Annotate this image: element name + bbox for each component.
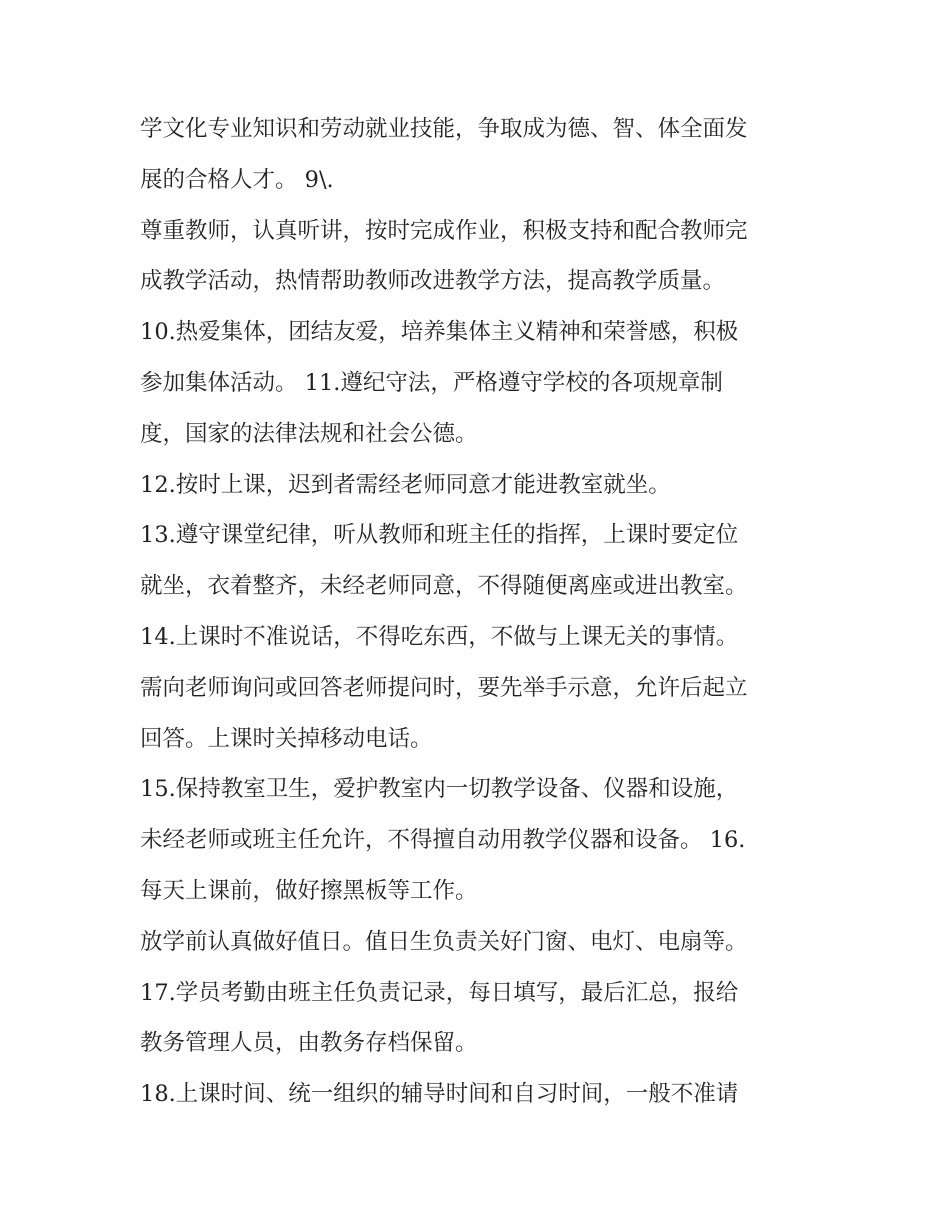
text-line: 尊重教师，认真听讲，按时完成作业，积极支持和配合教师完 [140, 217, 748, 244]
text-line: 需向老师询问或回答老师提问时，要先举手示意，允许后起立 [140, 674, 748, 701]
text-line: 18.上课时间、统一组织的辅导时间和自习时间，一般不准请 [140, 1081, 739, 1108]
text-line: 回答。上课时关掉移动电话。 [140, 725, 433, 752]
body-text [140, 104, 840, 1120]
text-line: 参加集体活动。 11.遵纪守法，严格遵守学校的各项规章制 [140, 369, 723, 396]
text-line: 10.热爱集体，团结友爱，培养集体主义精神和荣誉感，积极 [140, 319, 739, 346]
text-line: 12.按时上课，迟到者需经老师同意才能进教室就坐。 [140, 471, 671, 498]
text-line: 未经老师或班主任允许，不得擅自动用教学仪器和设备。 16. [140, 827, 746, 854]
text-line: 17.学员考勤由班主任负责记录，每日填写，最后汇总，报给 [140, 979, 739, 1006]
text-line: 15.保持教室卫生，爱护教室内一切教学设备、仪器和设施， [140, 776, 739, 803]
text-line: 度，国家的法律法规和社会公德。 [140, 420, 478, 447]
text-line: 放学前认真做好值日。值日生负责关好门窗、电灯、电扇等。 [140, 928, 748, 955]
text-line: 14.上课时不准说话，不得吃东西，不做与上课无关的事情。 [140, 623, 739, 650]
text-line: 展的合格人才。 9\. [140, 166, 334, 193]
text-line: 13.遵守课堂纪律，听从教师和班主任的指挥，上课时要定位 [140, 522, 739, 549]
text-line: 每天上课前，做好擦黑板等工作。 [140, 877, 478, 904]
text-line: 成教学活动，热情帮助教师改进教学方法，提高教学质量。 [140, 268, 726, 295]
text-line: 就坐，衣着整齐，未经老师同意，不得随便离座或进出教室。 [140, 573, 748, 600]
text-line: 教务管理人员，由教务存档保留。 [140, 1030, 478, 1057]
text-line: 学文化专业知识和劳动就业技能，争取成为德、智、体全面发 [140, 116, 748, 142]
